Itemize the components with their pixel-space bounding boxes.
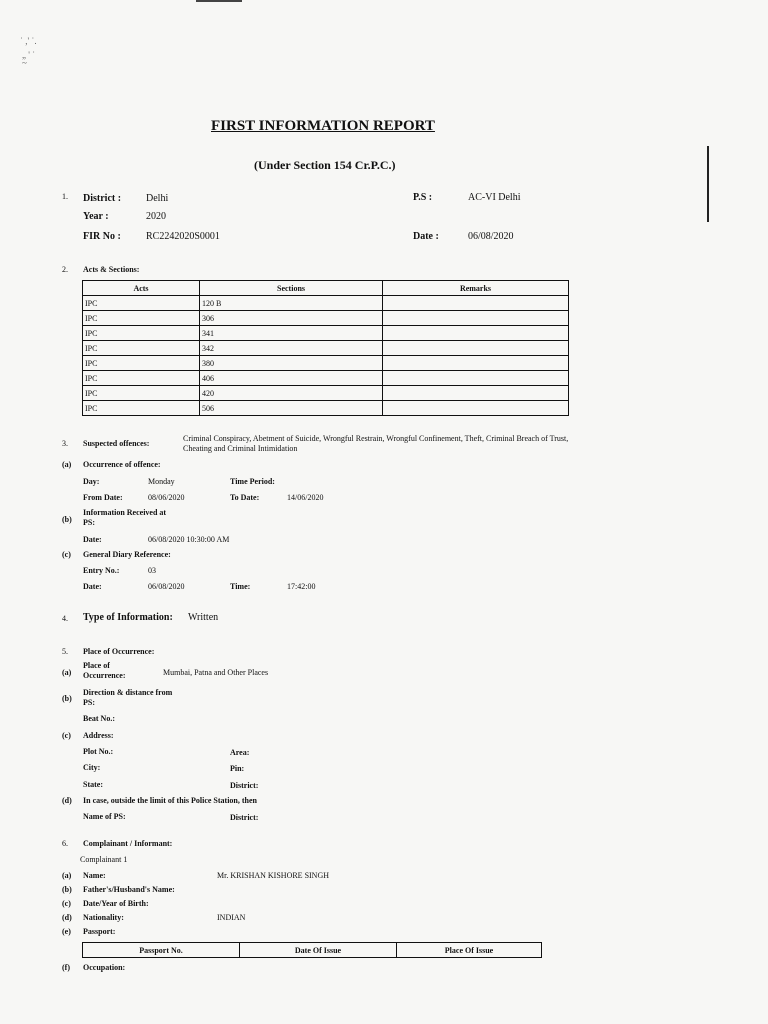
gd-date-value: 06/08/2020 bbox=[148, 582, 185, 591]
table-cell bbox=[383, 386, 569, 401]
place-label: Place of bbox=[83, 661, 110, 670]
beat-no-label: Beat No.: bbox=[83, 714, 115, 723]
subsection-d: (d) bbox=[62, 913, 72, 922]
subsection-b: (b) bbox=[62, 694, 72, 703]
scan-speck: ˙ ,' ˙. bbox=[20, 36, 37, 46]
table-header-row bbox=[83, 943, 542, 958]
acts-sections-table bbox=[82, 280, 569, 416]
subsection-f: (f) bbox=[62, 963, 70, 972]
table-cell bbox=[383, 296, 569, 311]
ps-value: AC-VI Delhi bbox=[468, 192, 521, 203]
table-cell bbox=[383, 401, 569, 416]
gd-reference-label: General Diary Reference: bbox=[83, 550, 171, 559]
info-date-label: Date: bbox=[83, 535, 102, 544]
table-cell: 506 bbox=[200, 401, 383, 416]
time-period-label: Time Period: bbox=[230, 477, 275, 486]
section-number: 2. bbox=[62, 265, 68, 274]
ps-label: P.S : bbox=[413, 192, 433, 203]
table-cell bbox=[383, 356, 569, 371]
subsection-e: (e) bbox=[62, 927, 71, 936]
info-date-value: 06/08/2020 10:30:00 AM bbox=[148, 535, 230, 544]
place-label-cont: Occurrence: bbox=[83, 671, 126, 680]
outside-limit-label: In case, outside the limit of this Police Station, then bbox=[83, 796, 257, 805]
page-subtitle: (Under Section 154 Cr.P.C.) bbox=[254, 158, 396, 172]
section-number: 3. bbox=[62, 439, 68, 448]
table-cell: 306 bbox=[200, 311, 383, 326]
scan-mark bbox=[196, 0, 242, 2]
place-value: Mumbai, Patna and Other Places bbox=[163, 668, 269, 677]
section-number: 6. bbox=[62, 839, 68, 848]
table-cell: IPC bbox=[83, 371, 200, 386]
table-cell: 406 bbox=[200, 371, 383, 386]
table-header: Place Of Issue bbox=[397, 943, 542, 958]
table-row bbox=[83, 371, 569, 386]
suspected-offences-text-cont: Cheating and Criminal Intimidation bbox=[183, 444, 298, 453]
dob-label: Date/Year of Birth: bbox=[83, 899, 149, 908]
table-cell: 341 bbox=[200, 326, 383, 341]
area-label: Area: bbox=[230, 748, 250, 757]
plot-no-label: Plot No.: bbox=[83, 747, 114, 756]
time-value: 17:42:00 bbox=[287, 582, 316, 591]
table-row bbox=[83, 356, 569, 371]
district-value: Delhi bbox=[146, 193, 169, 204]
from-date-value: 08/06/2020 bbox=[148, 493, 185, 502]
subsection-c: (c) bbox=[62, 731, 71, 740]
to-date-value: 14/06/2020 bbox=[287, 493, 324, 502]
table-cell: IPC bbox=[83, 401, 200, 416]
table-cell: IPC bbox=[83, 296, 200, 311]
to-date-label: To Date: bbox=[230, 493, 260, 502]
name-value: Mr. KRISHAN KISHORE SINGH bbox=[217, 871, 330, 880]
city-label: City: bbox=[83, 763, 101, 772]
type-of-info-label: Type of Information: bbox=[83, 612, 173, 623]
table-header: Remarks bbox=[383, 281, 569, 296]
district-label: District : bbox=[83, 193, 122, 204]
day-label: Day: bbox=[83, 477, 100, 486]
scan-speck: ~ bbox=[22, 58, 27, 68]
nationality-label: Nationality: bbox=[83, 913, 124, 922]
table-cell: 342 bbox=[200, 341, 383, 356]
year-value: 2020 bbox=[146, 211, 166, 222]
table-row bbox=[83, 401, 569, 416]
direction-label: Direction & distance from bbox=[83, 688, 173, 697]
gd-date-label: Date: bbox=[83, 582, 102, 591]
table-cell: IPC bbox=[83, 341, 200, 356]
time-label: Time: bbox=[230, 582, 251, 591]
complainant-label: Complainant / Informant: bbox=[83, 839, 173, 848]
pin-label: Pin: bbox=[230, 764, 245, 773]
info-received-label: Information Received at bbox=[83, 508, 167, 517]
table-row bbox=[83, 311, 569, 326]
info-received-label-ps: PS: bbox=[83, 518, 95, 527]
section-number: 1. bbox=[62, 192, 68, 201]
fir-label: FIR No : bbox=[83, 231, 121, 242]
address-label: Address: bbox=[83, 731, 114, 740]
table-row bbox=[83, 386, 569, 401]
subsection-c: (c) bbox=[62, 899, 71, 908]
table-cell: IPC bbox=[83, 386, 200, 401]
table-header: Date Of Issue bbox=[240, 943, 397, 958]
district-label: District: bbox=[230, 781, 259, 790]
scan-speck: „ ' ˙ bbox=[22, 50, 36, 60]
passport-label: Passport: bbox=[83, 927, 116, 936]
complainant-index: Complainant 1 bbox=[80, 855, 128, 864]
scan-edge-line bbox=[707, 146, 709, 222]
table-cell: 120 B bbox=[200, 296, 383, 311]
year-label: Year : bbox=[83, 211, 109, 222]
table-header: Sections bbox=[200, 281, 383, 296]
table-row bbox=[83, 296, 569, 311]
table-header: Passport No. bbox=[83, 943, 240, 958]
entry-no-label: Entry No.: bbox=[83, 566, 120, 575]
table-cell: IPC bbox=[83, 356, 200, 371]
table-row bbox=[83, 341, 569, 356]
table-row bbox=[83, 326, 569, 341]
subsection-a: (a) bbox=[62, 460, 72, 469]
subsection-b: (b) bbox=[62, 515, 72, 524]
father-name-label: Father's/Husband's Name: bbox=[83, 885, 175, 894]
table-cell bbox=[383, 311, 569, 326]
occurrence-label: Occurrence of offence: bbox=[83, 460, 161, 469]
entry-no-value: 03 bbox=[148, 566, 156, 575]
suspected-offences-text: Criminal Conspiracy, Abetment of Suicide, Wrongful Restrain, Wrongful Confinement, Theft, Criminal Breach of Trust, bbox=[183, 434, 569, 443]
section-number: 4. bbox=[62, 614, 68, 623]
table-cell bbox=[383, 341, 569, 356]
table-cell bbox=[383, 326, 569, 341]
date-label: Date : bbox=[413, 231, 439, 242]
page-title: FIRST INFORMATION REPORT bbox=[211, 118, 435, 134]
subsection-d: (d) bbox=[62, 796, 72, 805]
name-label: Name: bbox=[83, 871, 106, 880]
suspected-offences-label: Suspected offences: bbox=[83, 439, 150, 448]
state-label: State: bbox=[83, 780, 103, 789]
subsection-c: (c) bbox=[62, 550, 71, 559]
occupation-label: Occupation: bbox=[83, 963, 126, 972]
table-cell: 380 bbox=[200, 356, 383, 371]
subsection-a: (a) bbox=[62, 668, 72, 677]
table-cell: 420 bbox=[200, 386, 383, 401]
table-cell: IPC bbox=[83, 326, 200, 341]
from-date-label: From Date: bbox=[83, 493, 123, 502]
type-of-info-value: Written bbox=[188, 612, 219, 623]
subsection-a: (a) bbox=[62, 871, 72, 880]
fir-value: RC2242020S0001 bbox=[146, 231, 220, 242]
table-cell: IPC bbox=[83, 311, 200, 326]
passport-table bbox=[82, 942, 542, 958]
table-header-row bbox=[83, 281, 569, 296]
district-label: District: bbox=[230, 813, 259, 822]
name-of-ps-label: Name of PS: bbox=[83, 812, 126, 821]
day-value: Monday bbox=[148, 477, 175, 486]
direction-label-ps: PS: bbox=[83, 698, 95, 707]
acts-sections-label: Acts & Sections: bbox=[83, 265, 140, 274]
table-header: Acts bbox=[83, 281, 200, 296]
table-cell bbox=[383, 371, 569, 386]
subsection-b: (b) bbox=[62, 885, 72, 894]
nationality-value: INDIAN bbox=[217, 913, 246, 922]
place-of-occurrence-label: Place of Occurrence: bbox=[83, 647, 155, 656]
section-number: 5. bbox=[62, 647, 68, 656]
date-value: 06/08/2020 bbox=[468, 231, 514, 242]
